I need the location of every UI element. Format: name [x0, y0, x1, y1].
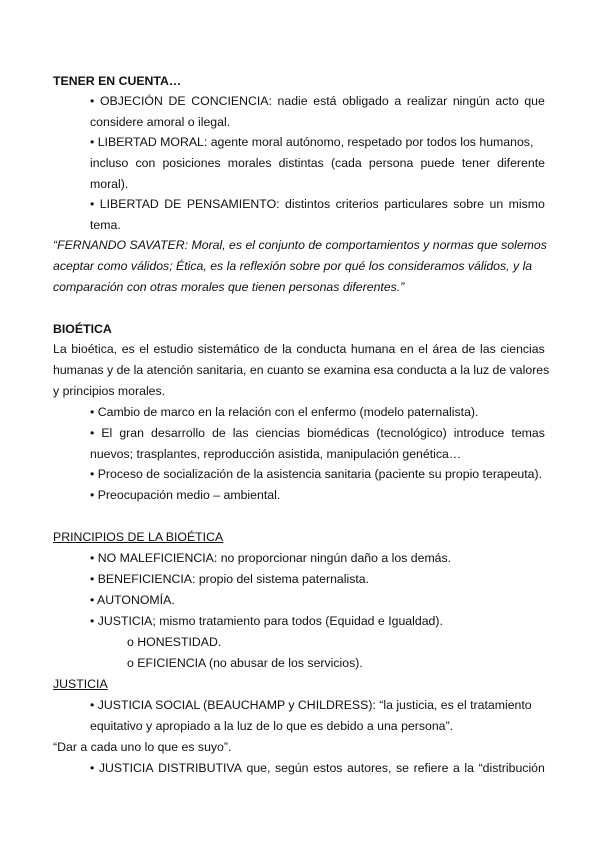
word: que, [246, 761, 271, 775]
word: estos [313, 761, 343, 775]
word: de [461, 342, 476, 356]
word: DE [168, 94, 186, 108]
quote-line-1: “FERNANDO SAVATER: Moral, es el conjunto de comportamientos y normas que solemos [53, 238, 547, 252]
word: JUSTICIA [98, 761, 154, 775]
principios-heading: PRINCIPIOS DE LA BIOÉTICA [53, 530, 224, 544]
word: gran [119, 426, 144, 440]
word: persona [368, 156, 414, 170]
word: nadie [277, 94, 308, 108]
word: ningún [452, 94, 490, 108]
word: según [274, 761, 309, 775]
tener-line-6 [90, 197, 545, 212]
word: es [121, 342, 135, 356]
word: tener [461, 156, 490, 170]
word: la [464, 761, 474, 775]
principio-subitem-2: o EFICIENCIA (no abusar de los servicios). [127, 656, 363, 670]
bioetica-heading: BIOÉTICA [53, 322, 112, 336]
word: a [394, 94, 402, 108]
word: LIBERTAD [99, 197, 159, 211]
principio-item-3: • AUTONOMÍA. [90, 593, 175, 607]
word: (tecnológico) [376, 426, 447, 440]
word: se [396, 761, 410, 775]
principio-item-1: • NO MALEFICIENCIA: no proporcionar ningún daño a los demás. [90, 551, 452, 565]
word: conducta [296, 342, 347, 356]
word: biomédicas [307, 426, 370, 440]
bioetica-bullet-3: • Proceso de socialización de la asistencia sanitaria (paciente su propio terapeuta). [90, 467, 543, 481]
word: bioética, [71, 342, 118, 356]
word: las [480, 342, 496, 356]
word: ciencias [255, 426, 301, 440]
word: criterios [335, 197, 379, 211]
word: CONCIENCIA: [191, 94, 272, 108]
bioetica-para-1 [53, 342, 545, 357]
word: un [489, 197, 504, 211]
word: el [418, 342, 428, 356]
word: introduce [453, 426, 505, 440]
word: obligado [342, 94, 389, 108]
word: • [90, 197, 95, 211]
word: acto [495, 94, 519, 108]
word: • [90, 94, 95, 108]
principio-item-2: • BENEFICIENCIA: propio del sistema paternalista. [90, 572, 370, 586]
bioetica-bullet-2b: nuevos; trasplantes, reproducción asistida, manipulación genética… [90, 447, 462, 461]
tener-line-2: considere amoral o ilegal. [90, 115, 231, 129]
word: mismo [508, 197, 545, 211]
word: incluso [90, 156, 129, 170]
tener-line-1 [90, 94, 545, 109]
word: • [90, 761, 95, 775]
word: morales [227, 156, 272, 170]
tener-line-5: moral). [90, 177, 129, 191]
word: humana [350, 342, 396, 356]
word: El [101, 426, 113, 440]
justicia-item-1a: • JUSTICIA SOCIAL (BEAUCHAMP y CHILDRESS): “la justicia, es el tratamiento [90, 698, 532, 712]
word: en [399, 342, 414, 356]
bioetica-para-2: humanas y de la atención sanitaria, en cuanto se examina esa conducta a la luz de valores [53, 363, 550, 377]
bioetica-bullet-2a [90, 426, 545, 441]
word: sistemático [197, 342, 260, 356]
word: ciencias [500, 342, 545, 356]
word: área [432, 342, 458, 356]
quote-line-2: aceptar como válidos; Ética, es la reflexión sobre por qué los consideramos válidos, y la [53, 259, 533, 273]
word: de [263, 342, 278, 356]
word: autores, [347, 761, 392, 775]
justicia-quote: “Dar a cada uno lo que es suyo”. [53, 740, 232, 754]
word: está [313, 94, 337, 108]
word: desarrollo [151, 426, 206, 440]
word: La [53, 342, 67, 356]
word: sobre [453, 197, 484, 211]
justicia-item-1b: equitativo y apropiado a la luz de lo que es debido a una persona”. [90, 719, 454, 733]
word: posiciones [162, 156, 221, 170]
word: realizar [406, 94, 448, 108]
tener-line-7: tema. [90, 218, 121, 232]
word: diferente [497, 156, 545, 170]
principio-subitem-1: o HONESTIDAD. [127, 635, 222, 649]
word: puede [420, 156, 455, 170]
word: PENSAMIENTO: [186, 197, 280, 211]
word: las [232, 426, 249, 440]
word: OBJECIÓN [99, 94, 163, 108]
word: que [524, 94, 545, 108]
word: DE [164, 197, 182, 211]
bioetica-bullet-1: • Cambio de marco en la relación con el enfermo (modelo paternalista). [90, 405, 479, 419]
principio-item-4: • JUSTICIA; mismo tratamiento para todos (Equidad e Igualdad). [90, 614, 443, 628]
word: la [282, 342, 292, 356]
word: DISTRIBUTIVA [158, 761, 242, 775]
bioetica-bullet-4: • Preocupación medio – ambiental. [90, 488, 281, 502]
tener-heading: TENER EN CUENTA… [53, 74, 182, 88]
word: (cada [330, 156, 362, 170]
word: a [453, 761, 460, 775]
word: de [212, 426, 226, 440]
word: distintos [285, 197, 331, 211]
quote-line-3: comparación con otras morales que tienen personas diferentes.” [53, 280, 405, 294]
word: • [90, 426, 95, 440]
word: estudio [153, 342, 194, 356]
word: particulares [384, 197, 448, 211]
word: temas [511, 426, 545, 440]
bioetica-para-3: y principios morales. [53, 384, 166, 398]
tener-line-3: • LIBERTAD MORAL: agente moral autónomo, respetado por todos los humanos, [90, 135, 534, 149]
word: con [135, 156, 156, 170]
word: el [139, 342, 149, 356]
justicia-item-2 [90, 761, 545, 776]
word: “distribución [478, 761, 545, 775]
word: distintas [278, 156, 324, 170]
justicia-heading: JUSTICIA [53, 677, 108, 691]
word: refiere [413, 761, 449, 775]
tener-line-4 [90, 156, 545, 171]
